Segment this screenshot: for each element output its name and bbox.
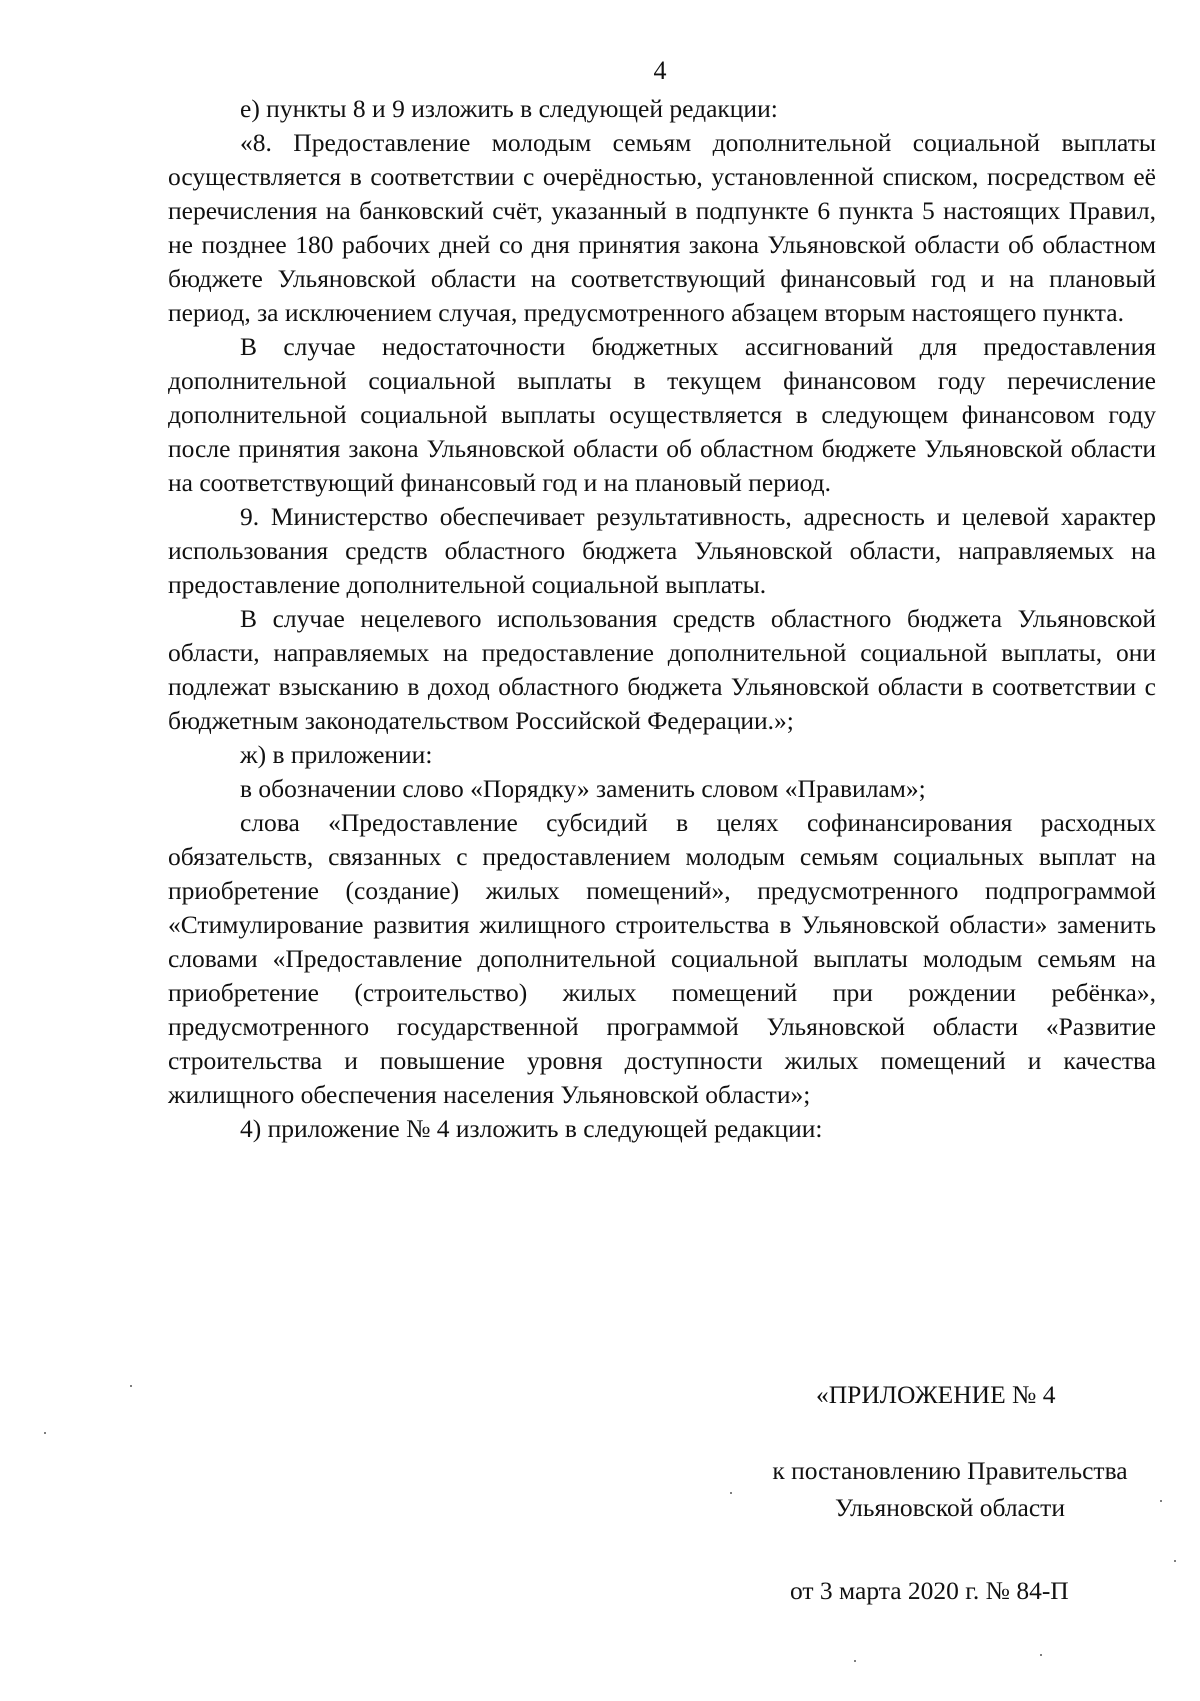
document-body [168, 92, 1156, 1146]
scan-speck [1040, 1654, 1042, 1656]
paragraph-e-intro: е) пункты 8 и 9 изложить в следующей редакции: [240, 94, 778, 123]
paragraph-point-8: «8. Предоставление молодым семьям дополнительной социальной выплаты осуществляется в соответствии с очерёдностью, установленной списком, посредством её перечисления на банковский счёт, указанный в подпункте 6 пункта 5 настоящих Правил, не позднее 180 рабочих дней со дня принятия закона Ульяновской области об областном бюджете Ульяновской области на соответствующий финансовый год и на плановый период, за исключением случая, предусмотренного абзацем вторым настоящего пункта. [168, 128, 1156, 327]
scan-speck [130, 1385, 132, 1387]
paragraph-point-9: 9. Министерство обеспечивает результативность, адресность и целевой характер использования средств областного бюджета Ульяновской области, направляемых на предоставление дополнительной социальной выплаты. [168, 502, 1156, 599]
scan-speck [730, 1492, 732, 1494]
paragraph-zh-intro: ж) в приложении: [240, 740, 433, 769]
decree-line-2: Ульяновской области [835, 1493, 1065, 1522]
scan-speck [44, 1432, 46, 1434]
scan-speck [1160, 1500, 1162, 1502]
paragraph-point-9-second: В случае нецелевого использования средств областного бюджета Ульяновской области, направляемых на предоставление дополнительной социальной выплаты, они подлежат взысканию в доход областного бюджета Ульяновской области в соответствии с бюджетным законодательством Российской Федерации.»; [168, 604, 1156, 735]
scan-speck [854, 1660, 856, 1662]
decree-date-number: от 3 марта 2020 г. № 84-П [790, 1576, 1069, 1605]
paragraph-words-replacement: слова «Предоставление субсидий в целях софинансирования расходных обязательств, связанных с предоставлением молодым семьям социальных выплат на приобретение (создание) жилых помещений», предусмотренного подпрограммой «Стимулирование развития жилищного строительства в Ульяновской области» заменить словами «Предоставление дополнительной социальной выплаты молодым семьям на приобретение (строительство) жилых помещений при рождении ребёнка», предусмотренного государственной программой Ульяновской области «Развитие строительства и повышение уровня доступности жилых помещений и качества жилищного обеспечения населения Ульяновской области»; [168, 808, 1156, 1109]
decree-line-1: к постановлению Правительства [772, 1456, 1128, 1485]
paragraph-designation: в обозначении слово «Порядку» заменить словом «Правилам»; [240, 774, 926, 803]
decree-reference [740, 1452, 1160, 1526]
page-number: 4 [653, 56, 667, 85]
appendix-heading: «ПРИЛОЖЕНИЕ № 4 [816, 1380, 1056, 1409]
paragraph-point-8-second: В случае недостаточности бюджетных ассигнований для предоставления дополнительной социальной выплаты в текущем финансовом году перечисление дополнительной социальной выплаты осуществляется в следующем финансовом году после принятия закона Ульяновской области об областном бюджете Ульяновской области на соответствующий финансовый год и на плановый период. [168, 332, 1156, 497]
scan-speck [1174, 1560, 1176, 1562]
paragraph-item-4: 4) приложение № 4 изложить в следующей редакции: [240, 1114, 823, 1143]
